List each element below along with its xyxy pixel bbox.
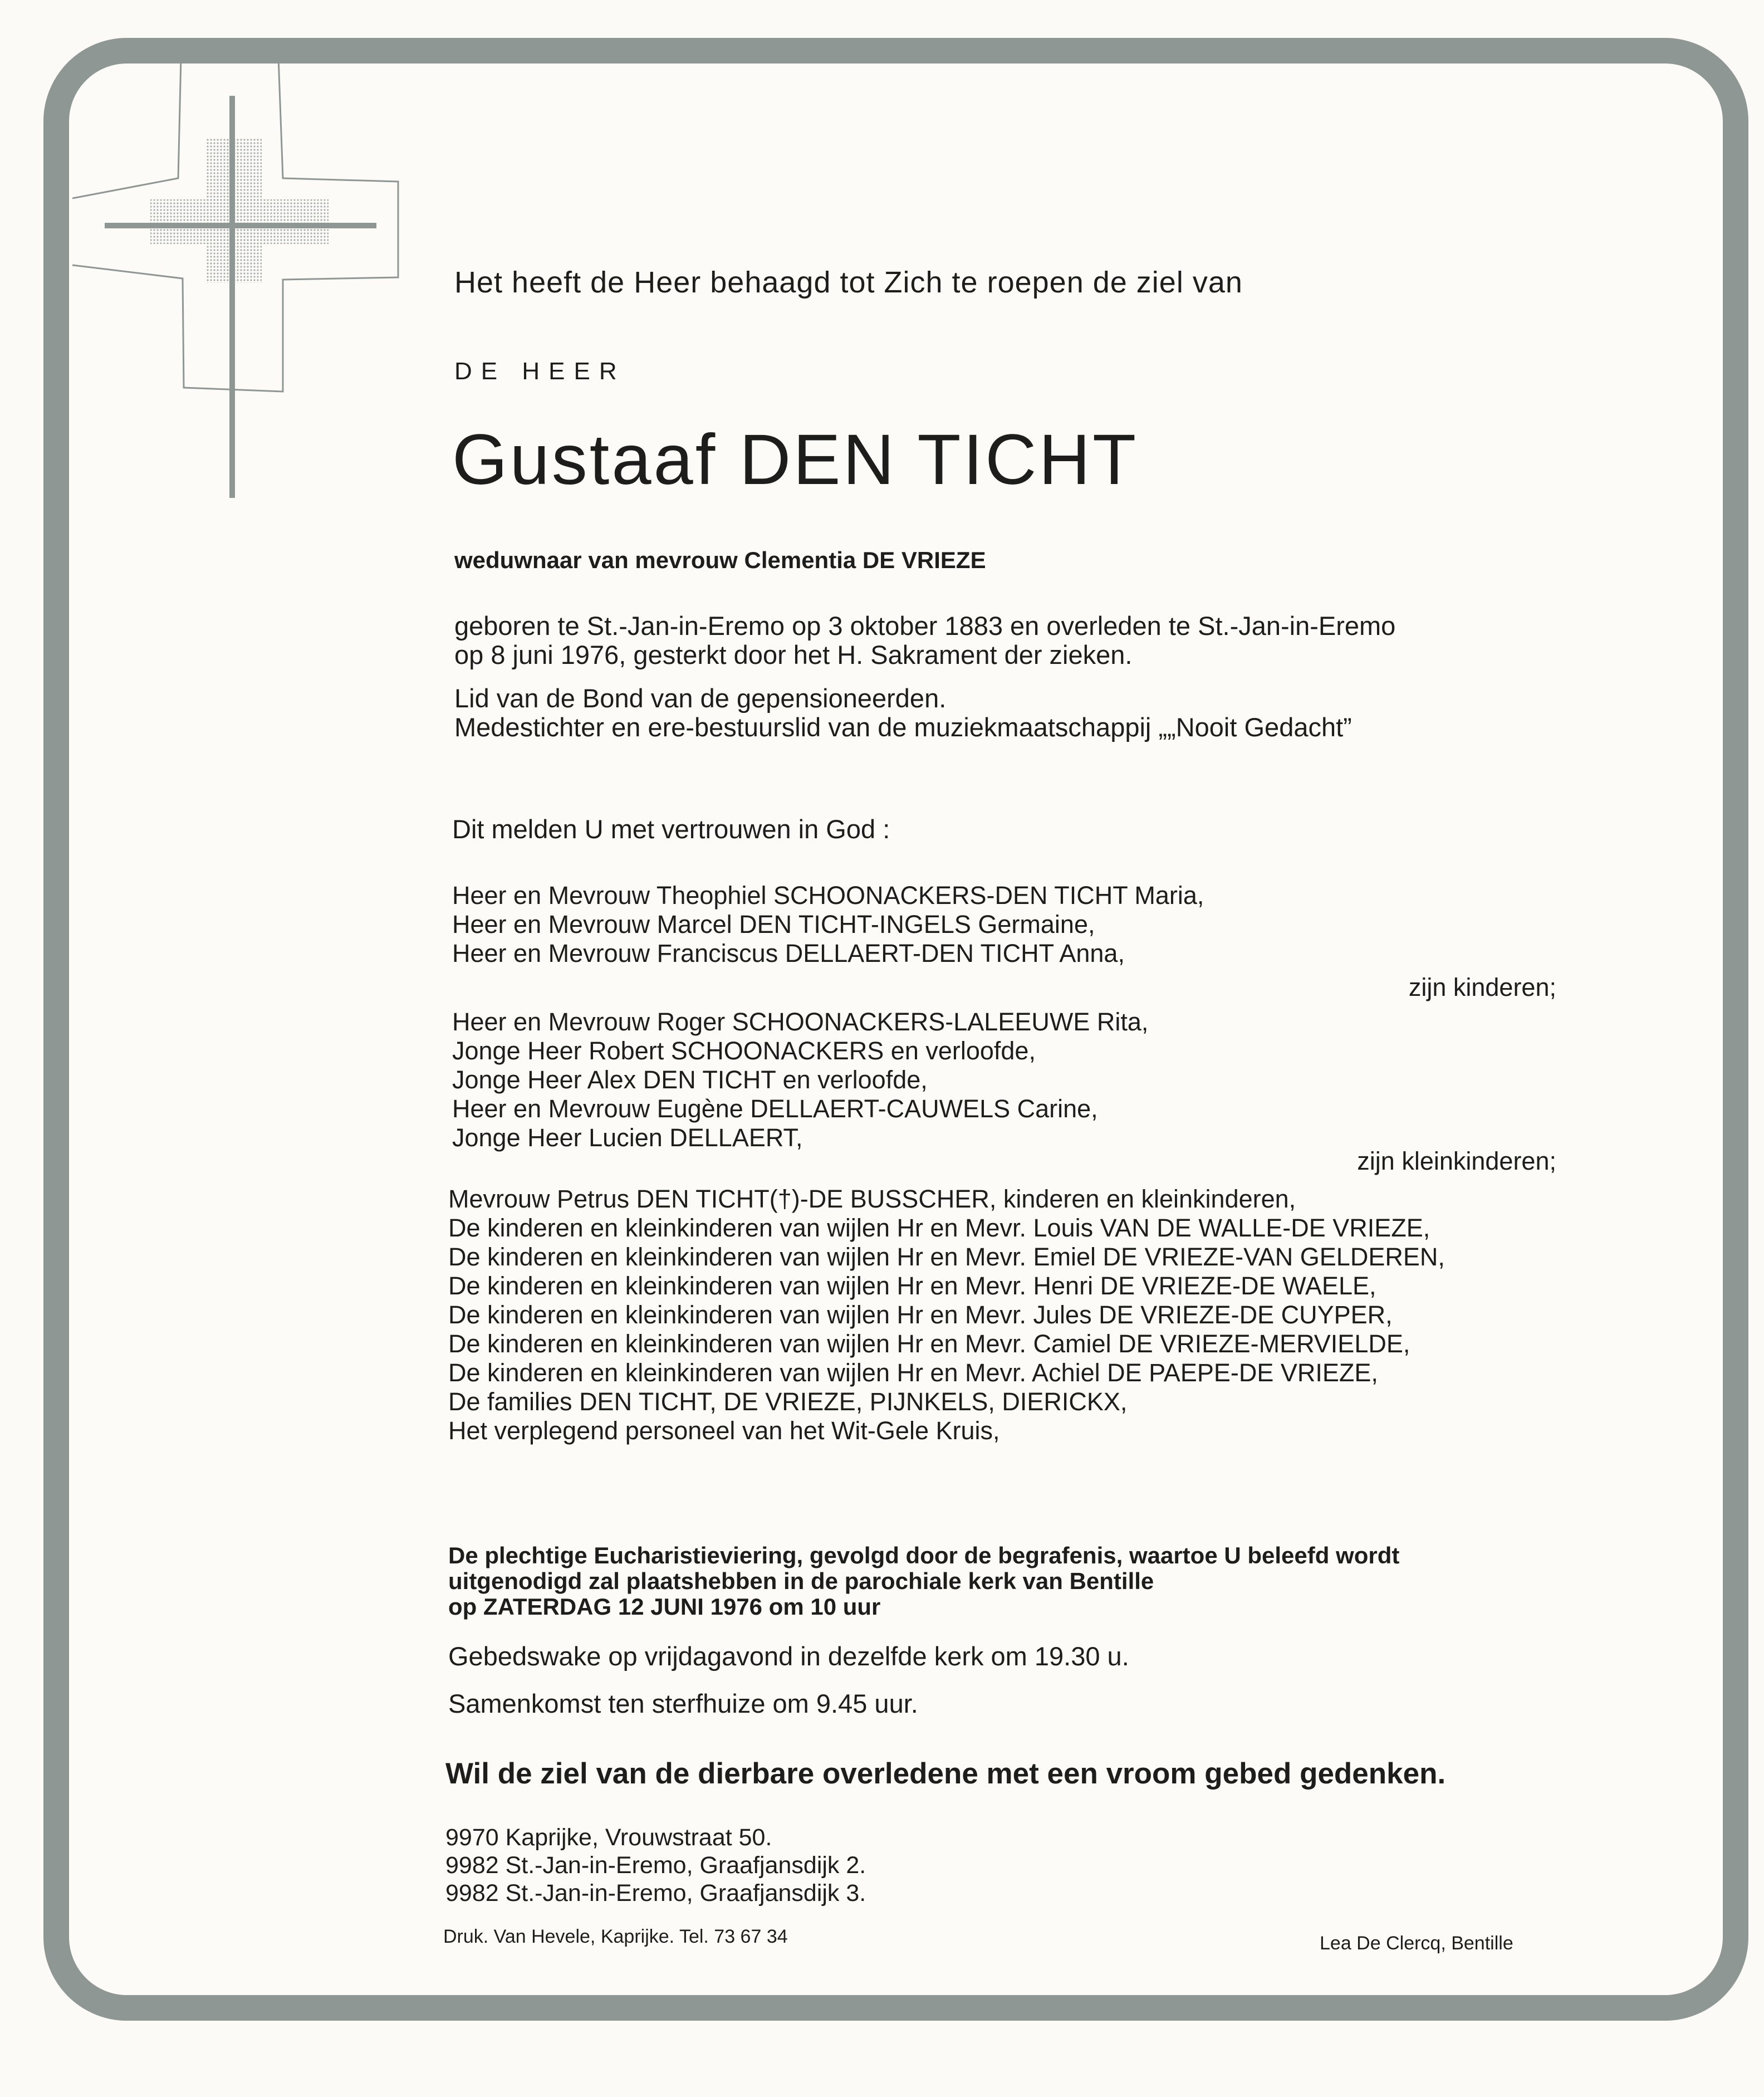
children-line: Heer en Mevrouw Franciscus DELLAERT-DEN TICHT Anna, [452, 939, 1125, 967]
relatives-line: De kinderen en kleinkinderen van wijlen Hr en Mevr. Camiel DE VRIEZE-MERVIELDE, [448, 1329, 1410, 1358]
children-label: zijn kinderen; [1408, 973, 1556, 1001]
relatives-line: De kinderen en kleinkinderen van wijlen Hr en Mevr. Louis VAN DE WALLE-DE VRIEZE, [448, 1214, 1430, 1242]
announce-line: Dit melden U met vertrouwen in God : [452, 814, 890, 844]
relatives-line: De families DEN TICHT, DE VRIEZE, PIJNKELS, DIERICKX, [448, 1387, 1128, 1416]
grandchildren-line: Jonge Heer Alex DEN TICHT en verloofde, [452, 1065, 928, 1094]
cross-icon [72, 55, 406, 500]
birth-death-line: geboren te St.-Jan-in-Eremo op 3 oktober 1883 en overleden te St.-Jan-in-Eremo [454, 611, 1396, 641]
children-line: Heer en Mevrouw Marcel DEN TICHT-INGELS Germaine, [452, 910, 1095, 938]
title-prefix: DE HEER [454, 358, 626, 385]
ceremony-line: uitgenodigd zal plaatshebben in de parochiale kerk van Bentille [448, 1568, 1154, 1594]
address-line: 9970 Kaprijke, Vrouwstraat 50. [445, 1824, 772, 1851]
children-line: Heer en Mevrouw Theophiel SCHOONACKERS-DEN TICHT Maria, [452, 881, 1204, 910]
printer-credit: Druk. Van Hevele, Kaprijke. Tel. 73 67 34 [443, 1926, 788, 1947]
designer-credit: Lea De Clercq, Bentille [1320, 1933, 1513, 1954]
intro-line: Het heeft de Heer behaagd tot Zich te roepen de ziel van [454, 266, 1243, 299]
membership-line: Lid van de Bond van de gepensioneerden. [454, 683, 947, 713]
grandchildren-label: zijn kleinkinderen; [1357, 1147, 1556, 1175]
address-line: 9982 St.-Jan-in-Eremo, Graafjansdijk 2. [445, 1852, 866, 1879]
grandchildren-line: Heer en Mevrouw Roger SCHOONACKERS-LALEEUWE Rita, [452, 1008, 1149, 1036]
relatives-line: De kinderen en kleinkinderen van wijlen Hr en Mevr. Henri DE VRIEZE-DE WAELE, [448, 1272, 1376, 1300]
relatives-line: Het verplegend personeel van het Wit-Gele Kruis, [448, 1416, 1000, 1445]
relatives-line: De kinderen en kleinkinderen van wijlen Hr en Mevr. Achiel DE PAEPE-DE VRIEZE, [448, 1358, 1378, 1387]
address-line: 9982 St.-Jan-in-Eremo, Graafjansdijk 3. [445, 1880, 866, 1907]
gathering-line: Samenkomst ten sterfhuize om 9.45 uur. [448, 1689, 918, 1718]
grandchildren-line: Jonge Heer Robert SCHOONACKERS en verloofde, [452, 1037, 1036, 1065]
closing-line: Wil de ziel van de dierbare overledene met een vroom gebed gedenken. [445, 1757, 1446, 1790]
membership-line: Medestichter en ere-bestuurslid van de muziekmaatschappij „„Nooit Gedacht” [454, 712, 1352, 742]
grandchildren-line: Heer en Mevrouw Eugène DELLAERT-CAUWELS Carine, [452, 1094, 1098, 1123]
grandchildren-line: Jonge Heer Lucien DELLAERT, [452, 1123, 803, 1152]
ceremony-line: De plechtige Eucharistieviering, gevolgd door de begrafenis, waartoe U beleefd wordt [448, 1542, 1400, 1568]
deceased-name: Gustaaf DEN TICHT [452, 420, 1139, 500]
widower-line: weduwnaar van mevrouw Clementia DE VRIEZE [454, 547, 986, 573]
birth-death-line: op 8 juni 1976, gesterkt door het H. Sakrament der zieken. [454, 640, 1133, 669]
relatives-line: De kinderen en kleinkinderen van wijlen Hr en Mevr. Emiel DE VRIEZE-VAN GELDEREN, [448, 1243, 1445, 1271]
vigil-line: Gebedswake op vrijdagavond in dezelfde kerk om 19.30 u. [448, 1641, 1129, 1671]
relatives-line: Mevrouw Petrus DEN TICHT(†)-DE BUSSCHER, kinderen en kleinkinderen, [448, 1185, 1296, 1213]
relatives-line: De kinderen en kleinkinderen van wijlen Hr en Mevr. Jules DE VRIEZE-DE CUYPER, [448, 1301, 1393, 1329]
ceremony-line: op ZATERDAG 12 JUNI 1976 om 10 uur [448, 1593, 881, 1620]
